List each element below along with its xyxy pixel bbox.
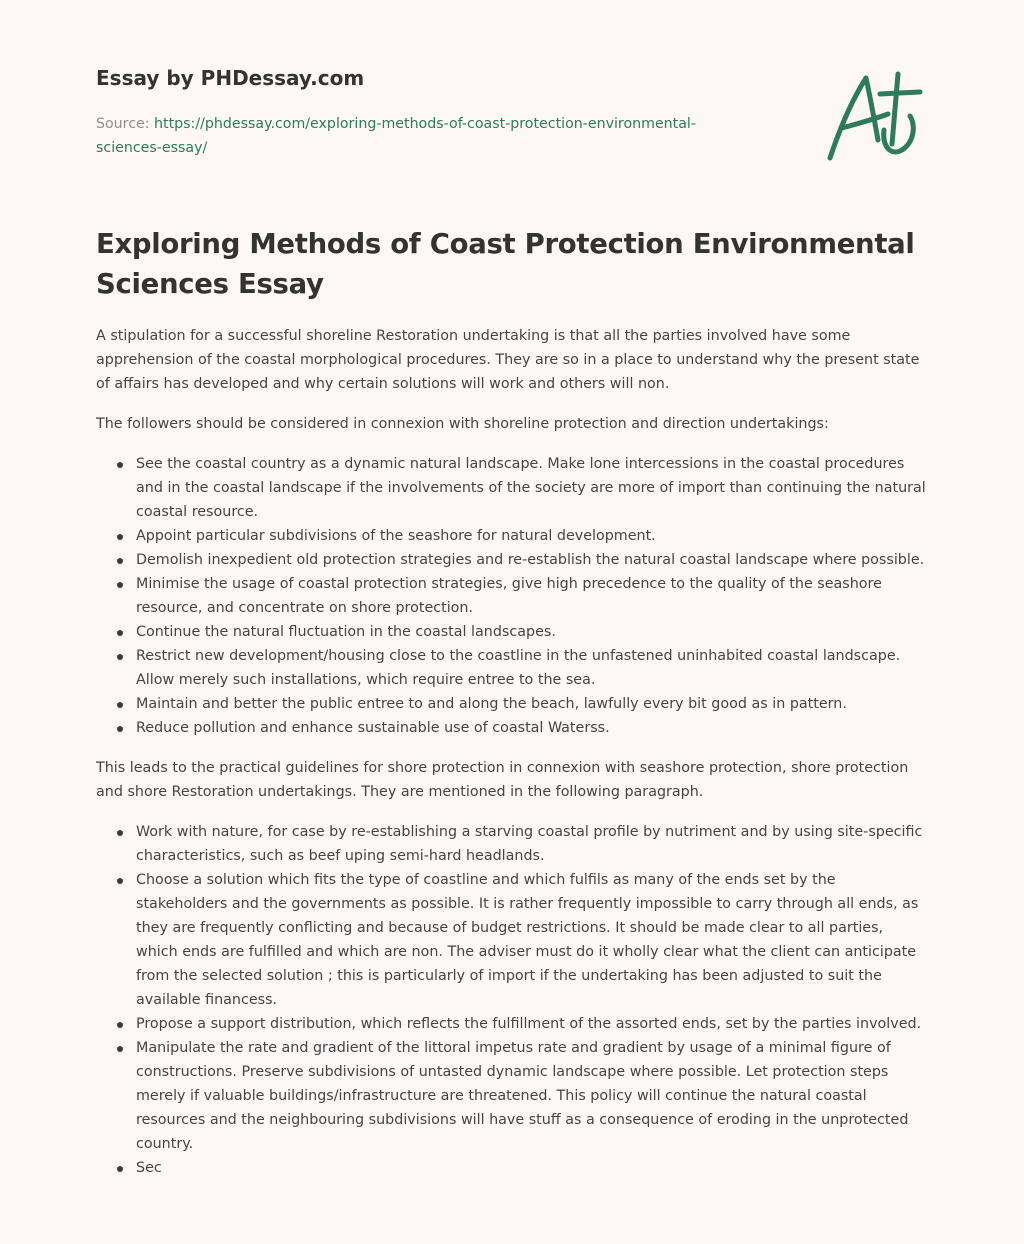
list1-lead-paragraph: The followers should be considered in connexion with shoreline protection and direction undertakings: [96,416,829,432]
source-line [96,112,756,160]
list-item: Reduce pollution and enhance sustainable use of coastal Waterss. [136,716,928,740]
list-item: See the coastal country as a dynamic natural landscape. Make lone intercessions in the coastal procedures and in the coastal landscape if the involvements of the society are more of import than continuing the natural coastal resource. [136,452,928,524]
source-link[interactable]: https://phdessay.com/exploring-methods-of-coast-protection-environmental-sciences-essay/ [96,116,696,156]
list-item: Sec [136,1156,928,1180]
list-item: Restrict new development/housing close to the coastline in the unfastened uninhabited coastal landscape. Allow merely such installations, which require entree to the sea. [136,644,928,692]
list-item: Demolish inexpedient old protection strategies and re-establish the natural coastal landscape where possible. [136,548,928,572]
essay-body [96,324,928,1196]
essay-title: Exploring Methods of Coast Protection Environmental Sciences Essay [96,228,915,300]
list-item: Propose a support distribution, which reflects the fulfillment of the assorted ends, set by the parties involved. [136,1012,928,1036]
a-plus-logo-icon [822,70,926,162]
guidelines-list [96,452,928,740]
site-title: Essay by PHDessay.com [96,66,365,90]
list-item: Manipulate the rate and gradient of the littoral impetus rate and gradient by usage of a minimal figure of constructions. Preserve subdivisions of untasted dynamic landscape where possible. Let protection steps merely if valuable buildings/infrastructure are threatened. This policy will continue the natural coastal resources and the neighbouring subdivisions will have stuff as a consequence of eroding in the unprotected country. [136,1036,928,1156]
list-item: Maintain and better the public entree to and along the beach, lawfully every bit good as in pattern. [136,692,928,716]
list-item: Work with nature, for case by re-establishing a starving coastal profile by nutriment and by using site-specific characteristics, such as beef uping semi-hard headlands. [136,820,928,868]
list-item: Choose a solution which fits the type of coastline and which fulfils as many of the ends set by the stakeholders and the governments as possible. It is rather frequently impossible to carry through all ends, as they are frequently conflicting and because of budget restrictions. It should be made clear to all parties, which ends are fulfilled and which are non. The adviser must do it wholly clear what the client can anticipate from the selected solution ; this is particularly of import if the undertaking has been adjusted to suit the available financess. [136,868,928,1012]
intro-paragraph: A stipulation for a successful shoreline Restoration undertaking is that all the parties involved have some apprehension of the coastal morphological procedures. They are so in a place to understand why the present state of affairs has developed and why certain solutions will work and others will non. [96,328,920,392]
list-item: Minimise the usage of coastal protection strategies, give high precedence to the quality of the seashore resource, and concentrate on shore protection. [136,572,928,620]
list-item: Appoint particular subdivisions of the seashore for natural development. [136,524,928,548]
source-label: Source: [96,116,150,132]
practical-guidelines-list [96,820,928,1180]
list-item: Continue the natural fluctuation in the coastal landscapes. [136,620,928,644]
list2-lead-paragraph: This leads to the practical guidelines for shore protection in connexion with seashore protection, shore protection and shore Restoration undertakings. They are mentioned in the following paragraph. [96,760,909,800]
